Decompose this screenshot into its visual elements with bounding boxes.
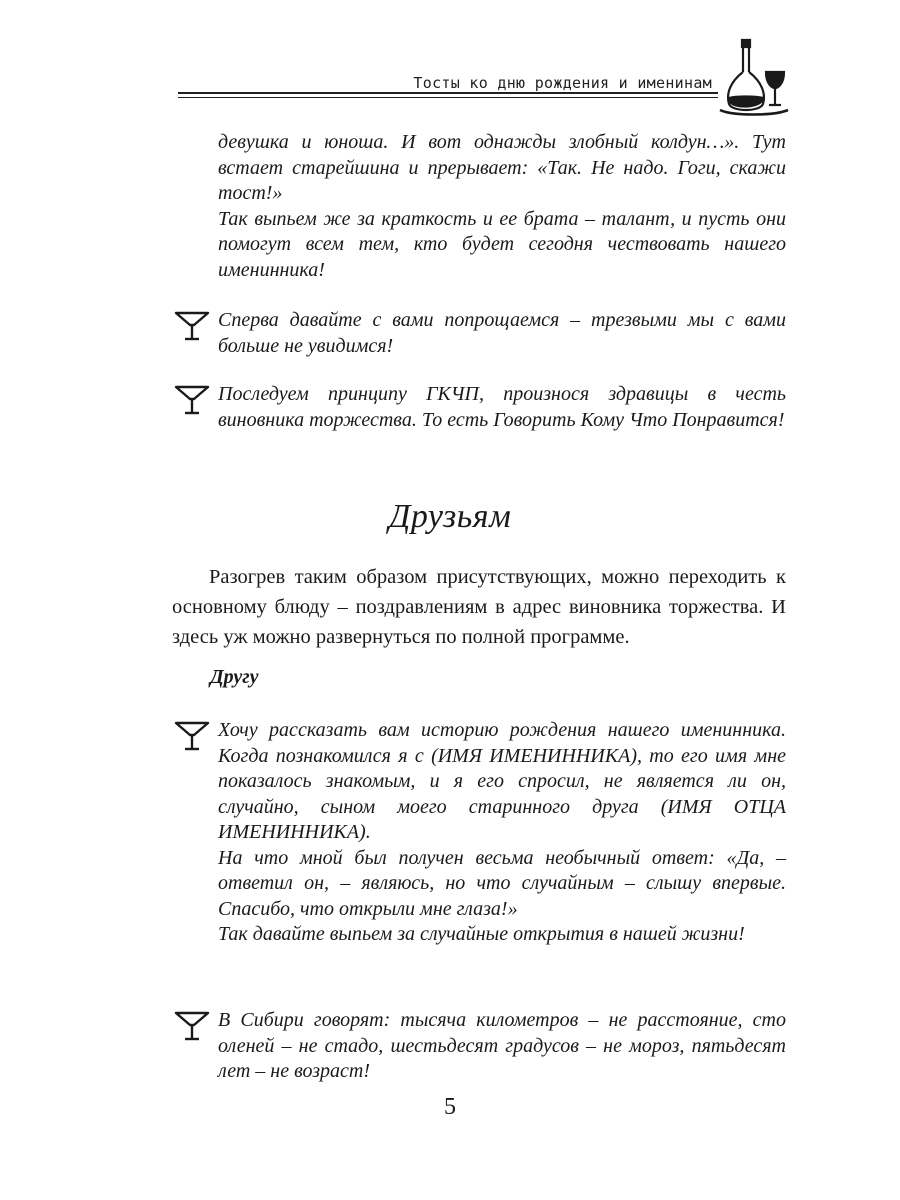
toast-paragraph: Хочу рассказать вам историю рождения нашего именинника. Когда познакомился я с (ИМЯ ИМЕНИННИКА), то его имя мне показалось знакомым, и я его спросил, не является ли он, случайно, сыном моего старинного друга (ИМЯ ОТЦА ИМЕНИННИКА). [218, 719, 786, 843]
goblet-icon [174, 1010, 210, 1042]
toast-item [218, 382, 786, 433]
goblet-icon [174, 720, 210, 752]
toast-paragraph: Последуем принципу ГКЧП, произнося здравицы в честь виновника торжества. То есть Говорить Кому Что Понравится! [218, 383, 786, 431]
decanter-and-glass-icon [712, 38, 792, 118]
page-number: 5 [444, 1094, 456, 1120]
toast-paragraph: На что мной был получен весьма необычный ответ: «Да, – ответил он, – являюсь, но что случайным – слышу впервые. Спасибо, что открыли мне глаза!» [218, 846, 786, 920]
toast-paragraph: Так выпьем же за краткость и ее брата – талант, и пусть они помогут всем тем, кто будет сегодня чествовать нашего именинника! [218, 207, 786, 281]
toast-paragraph: В Сибири говорят: тысяча километров – не расстояние, сто оленей – не стадо, шестьдесят градусов – не мороз, пятьдесят лет – не возраст! [218, 1009, 786, 1082]
toast-paragraph: Сперва давайте с вами попрощаемся – трезвыми мы с вами больше не увидимся! [218, 309, 786, 357]
running-title: Тосты ко дню рождения и именинам [413, 74, 712, 92]
goblet-icon [174, 310, 210, 342]
toast-item [218, 1008, 786, 1085]
section-heading: Друзьям [388, 498, 512, 535]
section-intro: Разогрев таким образом присутствующих, можно переходить к основному блюду – поздравлениям в адрес виновника торжества. И здесь уж можно развернуться по полной программе. [172, 566, 786, 648]
toast-paragraph: Так давайте выпьем за случайные открытия в нашей жизни! [218, 923, 745, 945]
goblet-icon [174, 384, 210, 416]
toast-item [218, 308, 786, 359]
toast-paragraph: девушка и юноша. И вот однажды злобный колдун…». Тут встает старейшина и прерывает: «Так. Не надо. Гоги, скажи тост!» [218, 131, 786, 204]
header-rule-thin [178, 97, 718, 98]
toast-continuation [218, 130, 786, 283]
toast-item [218, 718, 786, 948]
header-rule-thick [178, 92, 718, 94]
running-header [178, 70, 718, 100]
subheading: Другу [210, 666, 259, 688]
